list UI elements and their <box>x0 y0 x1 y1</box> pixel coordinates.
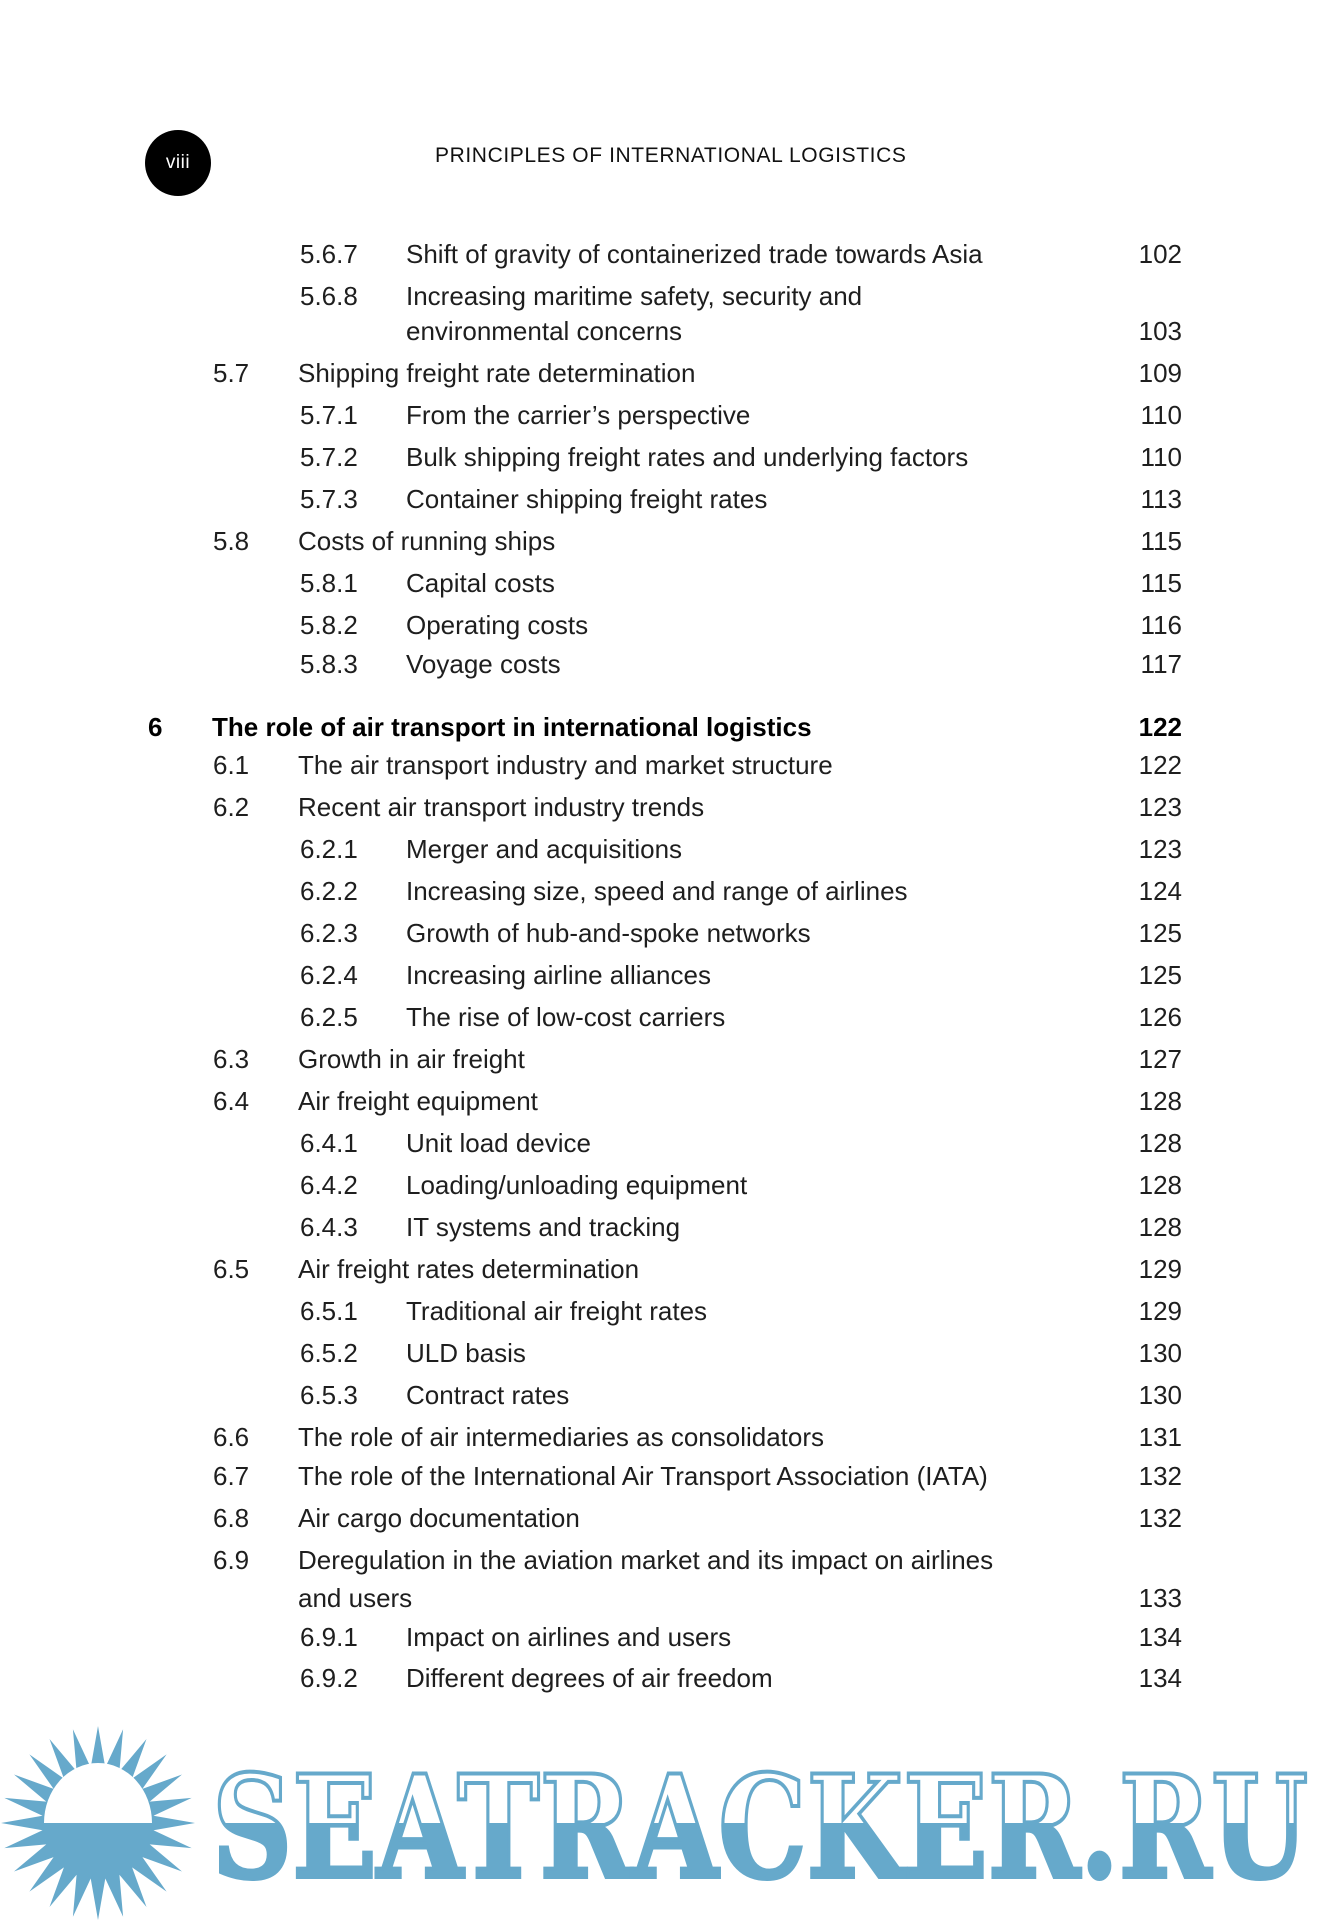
entry-title: Shift of gravity of containerized trade towards Asia <box>406 239 983 269</box>
toc-subsection-entry[interactable] <box>0 1295 1331 1327</box>
entry-page-number: 123 <box>1138 792 1182 822</box>
entry-number: 6.4.1 <box>300 1128 358 1158</box>
toc-section-entry[interactable] <box>0 1421 1331 1453</box>
entry-number: 6.2.4 <box>300 960 358 990</box>
toc-subsection-entry[interactable] <box>0 1379 1331 1411</box>
entry-title: Impact on airlines and users <box>406 1622 732 1652</box>
entry-title: Air cargo documentation <box>298 1503 580 1533</box>
entry-number: 5.8.1 <box>300 568 358 598</box>
toc-section-entry[interactable] <box>0 357 1331 389</box>
entry-title: Increasing size, speed and range of airlines <box>406 876 908 906</box>
entry-title: Contract rates <box>406 1380 570 1410</box>
entry-title: Air freight equipment <box>298 1086 538 1116</box>
toc-subsection-entry[interactable] <box>0 238 1331 270</box>
entry-title: Capital costs <box>406 568 555 598</box>
toc-subsection-entry[interactable] <box>0 567 1331 599</box>
watermark <box>0 1720 1331 1922</box>
entry-title: The role of air intermediaries as consolidators <box>298 1422 825 1452</box>
toc-section-entry[interactable] <box>0 1043 1331 1075</box>
running-head: PRINCIPLES OF INTERNATIONAL LOGISTICS <box>435 144 907 167</box>
entry-title: Growth of hub-and-spoke networks <box>406 918 811 948</box>
toc-subsection-entry[interactable] <box>0 280 1331 312</box>
entry-title: Voyage costs <box>406 649 561 679</box>
entry-page-number: 110 <box>1140 442 1182 472</box>
toc-subsection-entry[interactable] <box>0 917 1331 949</box>
entry-number: 6.5.1 <box>300 1296 358 1326</box>
toc-section-entry[interactable] <box>0 1253 1331 1285</box>
entry-page-number: 115 <box>1140 568 1182 598</box>
entry-number: 6.9 <box>213 1545 250 1575</box>
toc-section-entry[interactable] <box>0 1085 1331 1117</box>
entry-page-number: 115 <box>1140 526 1182 556</box>
entry-title: ULD basis <box>406 1338 526 1368</box>
entry-title: Increasing maritime safety, security and <box>406 281 863 311</box>
entry-number: 5.8.2 <box>300 610 358 640</box>
sun-upper-half <box>44 1763 152 1823</box>
entry-number: 6.7 <box>213 1461 250 1491</box>
entry-title: Recent air transport industry trends <box>298 792 705 822</box>
entry-page-number: 123 <box>1138 834 1182 864</box>
toc-subsection-entry[interactable] <box>0 1621 1331 1653</box>
toc-subsection-entry[interactable] <box>0 833 1331 865</box>
entry-number: 6.4.3 <box>300 1212 358 1242</box>
entry-page-number: 109 <box>1138 358 1182 388</box>
entry-page-number: 129 <box>1138 1254 1182 1284</box>
entry-title: Bulk shipping freight rates and underlying factors <box>406 442 969 472</box>
entry-title: Increasing airline alliances <box>406 960 711 990</box>
entry-title: The role of the International Air Transport Association (IATA) <box>298 1461 988 1491</box>
entry-page-number: 134 <box>1138 1663 1182 1693</box>
entry-page-number: 116 <box>1140 610 1182 640</box>
entry-page-number: 127 <box>1138 1044 1182 1074</box>
toc-section-entry[interactable] <box>0 1460 1331 1492</box>
entry-title: Container shipping freight rates <box>406 484 768 514</box>
toc-subsection-entry[interactable] <box>0 875 1331 907</box>
entry-number: 6.4.2 <box>300 1170 358 1200</box>
toc-section-entry[interactable] <box>0 525 1331 557</box>
entry-title: Loading/unloading equipment <box>406 1170 748 1200</box>
entry-number: 6.5.2 <box>300 1338 358 1368</box>
entry-number: 6.2.2 <box>300 876 358 906</box>
entry-number: 6.4 <box>213 1086 250 1116</box>
toc-subsection-entry[interactable] <box>0 648 1331 680</box>
entry-page-number: 129 <box>1138 1296 1182 1326</box>
entry-number: 5.8.3 <box>300 649 358 679</box>
sun-icon <box>1 1726 195 1920</box>
entry-number: 5.7.1 <box>300 400 358 430</box>
entry-title: Shipping freight rate determination <box>298 358 696 388</box>
entry-number: 6.9.2 <box>300 1663 358 1693</box>
entry-page-number: 128 <box>1138 1212 1182 1242</box>
entry-page-number: 103 <box>1138 316 1182 346</box>
entry-page-number: 110 <box>1140 400 1182 430</box>
entry-title: Costs of running ships <box>298 526 556 556</box>
entry-title: Unit load device <box>406 1128 591 1158</box>
entry-title: Operating costs <box>406 610 589 640</box>
entry-title: Different degrees of air freedom <box>406 1663 773 1693</box>
entry-page-number: 113 <box>1140 484 1182 514</box>
entry-title: The air transport industry and market structure <box>298 750 833 780</box>
toc-subsection-entry[interactable] <box>0 609 1331 641</box>
toc-section-entry[interactable] <box>0 791 1331 823</box>
toc-subsection-entry[interactable] <box>0 1169 1331 1201</box>
toc-subsection-entry[interactable] <box>0 1127 1331 1159</box>
entry-number: 6 <box>148 712 163 742</box>
toc-section-entry[interactable] <box>0 1502 1331 1534</box>
entry-title: Traditional air freight rates <box>406 1296 708 1326</box>
toc-entry-continuation[interactable] <box>0 315 1331 347</box>
toc-subsection-entry[interactable] <box>0 1001 1331 1033</box>
entry-number: 5.6.7 <box>300 239 358 269</box>
entry-page-number: 133 <box>1138 1583 1182 1613</box>
entry-page-number: 102 <box>1138 239 1182 269</box>
page-number: viii <box>165 152 191 173</box>
entry-number: 6.2 <box>213 792 250 822</box>
entry-number: 6.1 <box>213 750 250 780</box>
entry-number: 5.7.2 <box>300 442 358 472</box>
toc-subsection-entry[interactable] <box>0 1662 1331 1694</box>
entry-number: 6.3 <box>213 1044 250 1074</box>
entry-page-number: 117 <box>1140 649 1182 679</box>
entry-title: Growth in air freight <box>298 1044 525 1074</box>
entry-page-number: 125 <box>1138 960 1182 990</box>
entry-page-number: 128 <box>1138 1170 1182 1200</box>
entry-title: environmental concerns <box>406 316 683 346</box>
toc-subsection-entry[interactable] <box>0 1211 1331 1243</box>
entry-title: Deregulation in the aviation market and its impact on airlines <box>298 1545 994 1575</box>
entry-number: 5.6.8 <box>300 281 358 311</box>
entry-page-number: 126 <box>1138 1002 1182 1032</box>
entry-page-number: 130 <box>1138 1380 1182 1410</box>
entry-title: From the carrier’s perspective <box>406 400 751 430</box>
entry-number: 6.9.1 <box>300 1622 358 1652</box>
toc-section-entry[interactable] <box>0 1544 1331 1576</box>
entry-number: 6.2.3 <box>300 918 358 948</box>
entry-title: Merger and acquisitions <box>406 834 683 864</box>
watermark-text: SEATRACKER.RU <box>212 1745 1308 1911</box>
toc-subsection-entry[interactable] <box>0 441 1331 473</box>
entry-number: 6.5.3 <box>300 1380 358 1410</box>
toc-subsection-entry[interactable] <box>0 959 1331 991</box>
entry-page-number: 124 <box>1138 876 1182 906</box>
entry-page-number: 130 <box>1138 1338 1182 1368</box>
entry-number: 5.7 <box>213 358 250 388</box>
entry-page-number: 122 <box>1138 750 1182 780</box>
entry-page-number: 122 <box>1138 712 1182 742</box>
entry-number: 5.7.3 <box>300 484 358 514</box>
entry-number: 6.2.5 <box>300 1002 358 1032</box>
entry-number: 6.5 <box>213 1254 250 1284</box>
entry-page-number: 125 <box>1138 918 1182 948</box>
entry-title: Air freight rates determination <box>298 1254 640 1284</box>
entry-number: 6.2.1 <box>300 834 358 864</box>
toc-chapter-entry[interactable] <box>0 711 1331 743</box>
entry-page-number: 132 <box>1138 1503 1182 1533</box>
toc-section-entry[interactable] <box>0 749 1331 781</box>
entry-number: 6.8 <box>213 1503 250 1533</box>
entry-title: The rise of low-cost carriers <box>406 1002 726 1032</box>
entry-page-number: 128 <box>1138 1128 1182 1158</box>
entry-page-number: 132 <box>1138 1461 1182 1491</box>
toc-subsection-entry[interactable] <box>0 483 1331 515</box>
entry-page-number: 131 <box>1138 1422 1182 1452</box>
entry-page-number: 128 <box>1138 1086 1182 1116</box>
toc-subsection-entry[interactable] <box>0 399 1331 431</box>
toc-entry-continuation[interactable] <box>0 1582 1331 1614</box>
entry-number: 6.6 <box>213 1422 250 1452</box>
toc-subsection-entry[interactable] <box>0 1337 1331 1369</box>
entry-title: IT systems and tracking <box>406 1212 681 1242</box>
entry-title: and users <box>298 1583 413 1613</box>
entry-title: The role of air transport in international logistics <box>212 712 812 742</box>
entry-number: 5.8 <box>213 526 250 556</box>
entry-page-number: 134 <box>1138 1622 1182 1652</box>
